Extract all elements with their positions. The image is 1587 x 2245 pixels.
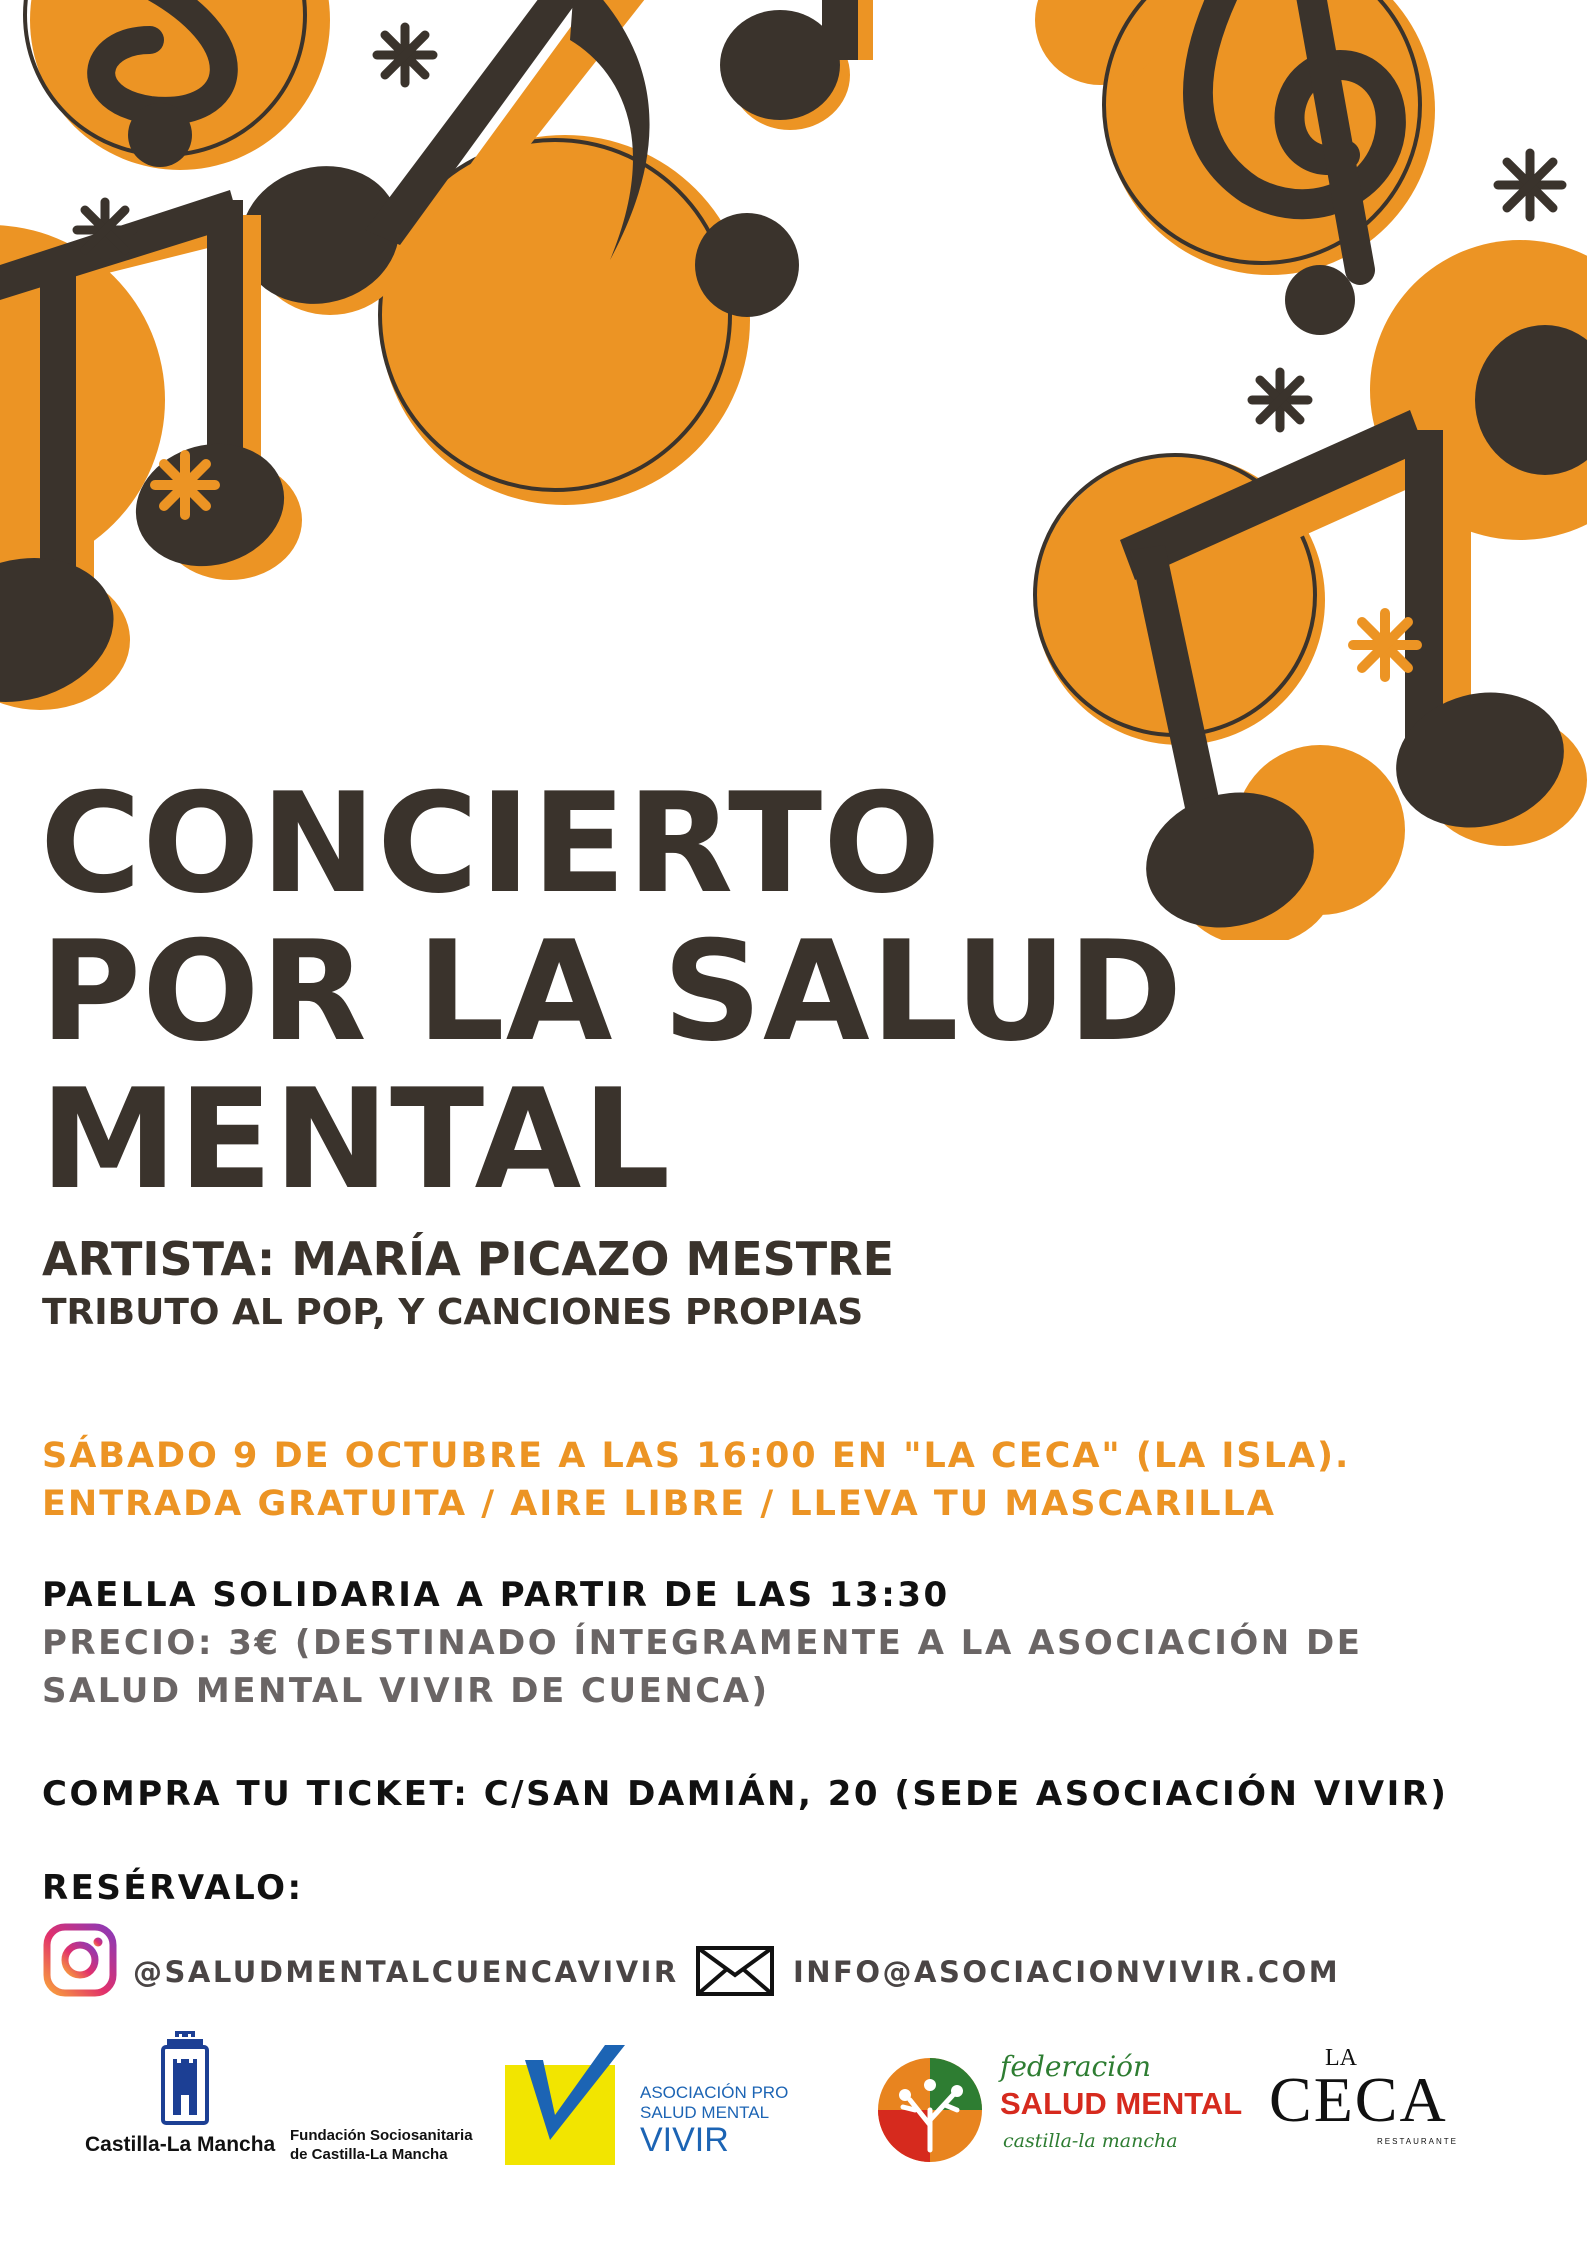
star-doodle bbox=[1498, 153, 1562, 217]
concert-title bbox=[40, 763, 1184, 1220]
event-date: SÁBADO 9 DE OCTUBRE A LAS 16:00 EN "LA CECA" (LA ISLA). bbox=[42, 1436, 1351, 1476]
envelope-icon[interactable] bbox=[695, 1945, 775, 1997]
reserve-label: RESÉRVALO: bbox=[42, 1868, 304, 1908]
email-address[interactable]: INFO@ASOCIACIONVIVIR.COM bbox=[793, 1955, 1341, 1989]
title-line-2: POR LA SALUD bbox=[40, 911, 1184, 1072]
fed-line-2: SALUD MENTAL bbox=[1000, 2086, 1243, 2121]
vivir-line-3: VIVIR bbox=[640, 2121, 729, 2159]
fundacion-line-2: de Castilla-La Mancha bbox=[290, 2146, 448, 2163]
artist-name: ARTISTA: MARÍA PICAZO MESTRE bbox=[42, 1232, 894, 1286]
star-doodle bbox=[377, 27, 433, 83]
title-line-1: CONCIERTO bbox=[40, 763, 942, 924]
fundacion-line-1: Fundación Sociosanitaria bbox=[290, 2127, 473, 2144]
paella-info: PAELLA SOLIDARIA A PARTIR DE LAS 13:30 bbox=[42, 1575, 950, 1615]
star-doodle bbox=[77, 202, 133, 258]
vivir-v-icon bbox=[505, 2040, 630, 2170]
title-line-3: MENTAL bbox=[40, 1059, 672, 1220]
asociacion-vivir-logo bbox=[505, 2025, 805, 2175]
tribute-subtitle: TRIBUTO AL POP, Y CANCIONES PROPIAS bbox=[42, 1292, 864, 1333]
instagram-icon[interactable] bbox=[42, 1922, 118, 1998]
ticket-info: COMPRA TU TICKET: C/SAN DAMIÁN, 20 (SEDE ASOCIACIÓN VIVIR) bbox=[42, 1774, 1449, 1814]
castilla-la-mancha-logo bbox=[80, 2025, 500, 2175]
ceca-sub: RESTAURANTE bbox=[1377, 2137, 1458, 2146]
ceca-la: LA bbox=[1325, 2045, 1357, 2071]
la-ceca-logo bbox=[1265, 2045, 1485, 2155]
vivir-line-1: ASOCIACIÓN PRO bbox=[640, 2083, 789, 2102]
federation-tree-icon bbox=[875, 2055, 985, 2165]
fed-line-1: federación bbox=[1000, 2050, 1152, 2083]
ceca-name: CECA bbox=[1269, 2064, 1448, 2135]
federacion-salud-mental-logo bbox=[875, 2050, 1243, 2170]
vivir-line-2: SALUD MENTAL bbox=[640, 2103, 770, 2122]
price-line-1: PRECIO: 3€ (DESTINADO ÍNTEGRAMENTE A LA ASOCIACIÓN DE bbox=[42, 1623, 1363, 1663]
price-line-2: SALUD MENTAL VIVIR DE CUENCA) bbox=[42, 1671, 770, 1711]
event-details: ENTRADA GRATUITA / AIRE LIBRE / LLEVA TU MASCARILLA bbox=[42, 1484, 1276, 1524]
star-doodle bbox=[1252, 372, 1308, 428]
star-doodle bbox=[1353, 613, 1417, 677]
instagram-handle[interactable]: @SALUDMENTALCUENCAVIVIR bbox=[133, 1955, 679, 1989]
clm-name: Castilla-La Mancha bbox=[85, 2133, 276, 2156]
castle-crest-icon bbox=[155, 2025, 215, 2125]
star-doodle bbox=[155, 455, 215, 515]
fed-line-3: castilla-la mancha bbox=[1003, 2130, 1178, 2152]
